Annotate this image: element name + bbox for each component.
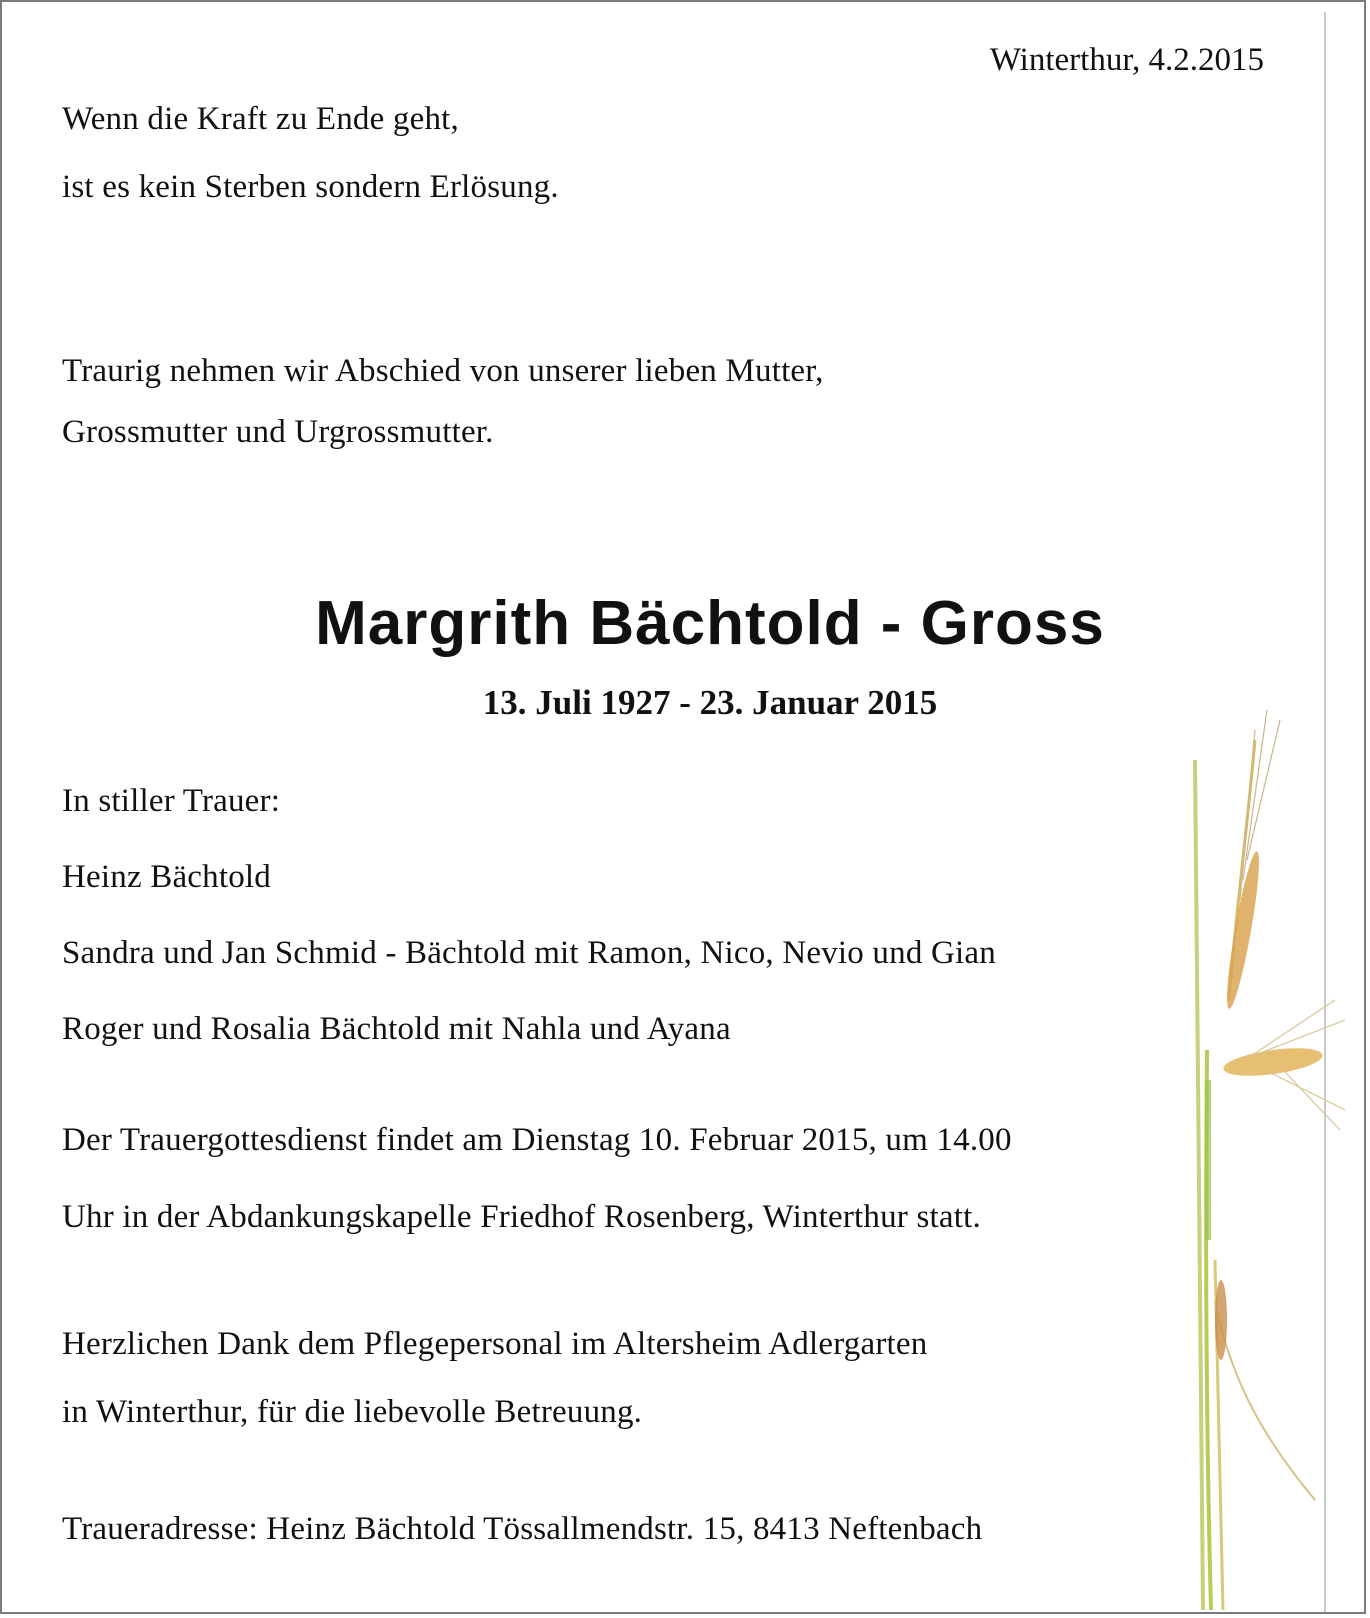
wheat-awn	[1265, 1070, 1345, 1110]
wheat-leaf	[1205, 1080, 1211, 1240]
service-line-2: Uhr in der Abdankungskapelle Friedhof Rosenberg, Winterthur statt.	[62, 1199, 981, 1235]
intro-line-2: Grossmutter und Urgrossmutter.	[62, 414, 494, 450]
life-dates: 13. Juli 1927 - 23. Januar 2015	[482, 683, 938, 722]
service-line-1: Der Trauergottesdienst findet am Dienstag 10. Februar 2015, um 14.00	[62, 1122, 1012, 1158]
intro-line-1: Traurig nehmen wir Abschied von unserer lieben Mutter,	[62, 353, 824, 389]
wheat-stem	[1215, 1300, 1315, 1500]
thanks-line-1: Herzlichen Dank dem Pflegepersonal im Altersheim Adlergarten	[62, 1326, 928, 1362]
wheat-ear	[1215, 1280, 1227, 1360]
mourner-name: Heinz Bächtold	[62, 859, 271, 895]
wheat-ear	[1222, 1043, 1324, 1081]
wheat-ear	[1221, 850, 1265, 1010]
mourning-address: Traueradresse: Heinz Bächtold Tössallmendstr. 15, 8413 Neftenbach	[62, 1511, 983, 1547]
thanks-line-2: in Winterthur, für die liebevolle Betreuung.	[62, 1394, 643, 1430]
mourner-name: Roger und Rosalia Bächtold mit Nahla und Ayana	[62, 1011, 731, 1047]
verse-line-2: ist es kein Sterben sondern Erlösung.	[62, 169, 559, 205]
wheat-awn	[1285, 1072, 1340, 1130]
deceased-name: Margrith Bächtold - Gross	[315, 589, 1105, 658]
wheat-ears-illustration	[1185, 700, 1345, 1615]
wheat-awn	[1247, 720, 1280, 860]
place-date: Winterthur, 4.2.2015	[989, 42, 1264, 78]
verse-line-1: Wenn die Kraft zu Ende geht,	[62, 101, 459, 137]
mourners-heading: In stiller Trauer:	[62, 783, 281, 819]
wheat-stalk	[1195, 760, 1203, 1610]
mourner-name: Sandra und Jan Schmid - Bächtold mit Ramon, Nico, Nevio und Gian	[62, 935, 996, 971]
